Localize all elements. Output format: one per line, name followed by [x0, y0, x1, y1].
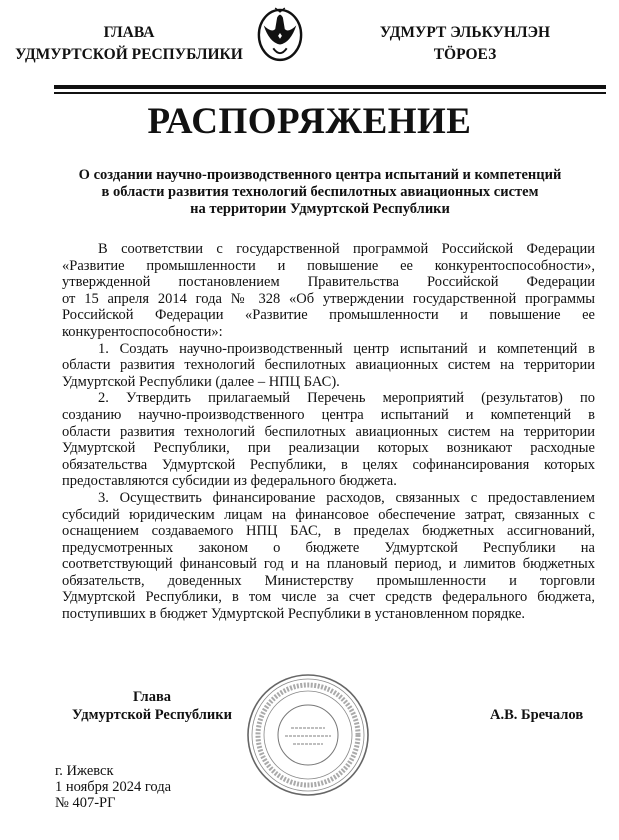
paragraph-line: Удмуртской Республики, при реализации которых возникают расходные: [62, 440, 595, 457]
signatory-position-line: Глава: [132, 689, 172, 705]
header-left-line: ГЛАВА: [103, 24, 155, 41]
document-body: [62, 241, 595, 623]
signatory-position: [62, 688, 242, 724]
paragraph-line: 1. Создать научно-производственный центр испытаний и компетенций в: [98, 340, 595, 357]
paragraph-line: обязательства Удмуртской Республики, в целях софинансирования которых: [62, 456, 595, 473]
subject-line: на территории Удмуртской Республики: [190, 201, 450, 217]
paragraph-line: Удмуртской Республики, в том числе за счет средств федерального бюджета,: [62, 589, 595, 606]
paragraph-line: области развития технологий беспилотных авиационных систем на территории: [62, 423, 595, 440]
paragraph: [62, 490, 595, 623]
header-left: [14, 22, 244, 66]
paragraph-line: созданию научно-производственного центра испытаний и компетенций в: [62, 406, 595, 423]
paragraph-line: от 15 апреля 2014 года № 328 «Об утверждении государственной программы: [62, 290, 595, 307]
paragraph-line: Удмуртской Республики (далее – НПЦ БАС).: [62, 373, 340, 390]
header-left-line: УДМУРТСКОЙ РЕСПУБЛИКИ: [15, 46, 243, 63]
paragraph-line: субсидий юридическим лицам на финансовое обеспечение затрат, связанных с: [62, 506, 595, 523]
header-rule-thick: [54, 85, 606, 89]
header-right: [340, 22, 590, 66]
document-number: № 407-РГ: [55, 795, 116, 811]
paragraph-line: 3. Осуществить финансирование расходов, связанных с предоставлением: [98, 489, 595, 506]
paragraph-line: поступивших в бюджет Удмуртской Республики в установленном порядке.: [62, 606, 526, 623]
document-type-title: РАСПОРЯЖЕНИЕ: [147, 101, 472, 142]
document-details: [55, 763, 171, 811]
document-place: г. Ижевск: [55, 763, 114, 779]
paragraph-line: области развития технологий беспилотных авиационных систем на территории: [62, 357, 595, 374]
paragraph: [62, 341, 595, 391]
signatory-name: А.В. Бречалов: [490, 707, 584, 723]
paragraph-line: утвержденной постановлением Правительства Российской Федерации: [62, 274, 595, 291]
document-date: 1 ноября 2024 года: [55, 779, 172, 795]
paragraph-line: предусмотренных законом о бюджете Удмуртской Республики на: [62, 539, 595, 556]
coat-of-arms-emblem: [256, 3, 304, 63]
paragraph-line: Российской Федерации «Развитие промышленности и повышение ее: [62, 307, 595, 324]
paragraph: [62, 241, 595, 341]
official-seal-stamp: [245, 672, 371, 798]
header-right-line: ТӦРОЕЗ: [433, 46, 497, 63]
paragraph-line: 2. Утвердить прилагаемый Перечень мероприятий (результатов) по: [98, 390, 595, 407]
subject-line: О создании научно-производственного центра испытаний и компетенций: [78, 167, 562, 183]
paragraph-line: «Развитие промышленности и повышение ее конкурентоспособности»,: [62, 257, 595, 274]
paragraph-line: конкурентоспособности»:: [62, 323, 223, 340]
subject-line: в области развития технологий беспилотных авиационных систем: [101, 184, 539, 200]
paragraph-line: оснащением создаваемого НПЦ БАС, в пределах бюджетных ассигнований,: [62, 523, 595, 540]
signatory-position-line: Удмуртской Республики: [72, 707, 232, 723]
header-right-line: УДМУРТ ЭЛЬКУНЛЭН: [379, 24, 551, 41]
paragraph: [62, 390, 595, 490]
header-rule-thin: [54, 92, 606, 94]
document-subject: [40, 167, 600, 218]
paragraph-line: предоставляются субсидии из федерального бюджета.: [62, 473, 397, 490]
paragraph-line: обязательств, доведенных Министерству промышленности и торговли: [62, 572, 595, 589]
paragraph-line: соответствующий финансовый год и на плановый период, и лимитов бюджетных: [62, 556, 595, 573]
paragraph-line: В соответствии с государственной программой Российской Федерации: [98, 241, 595, 257]
